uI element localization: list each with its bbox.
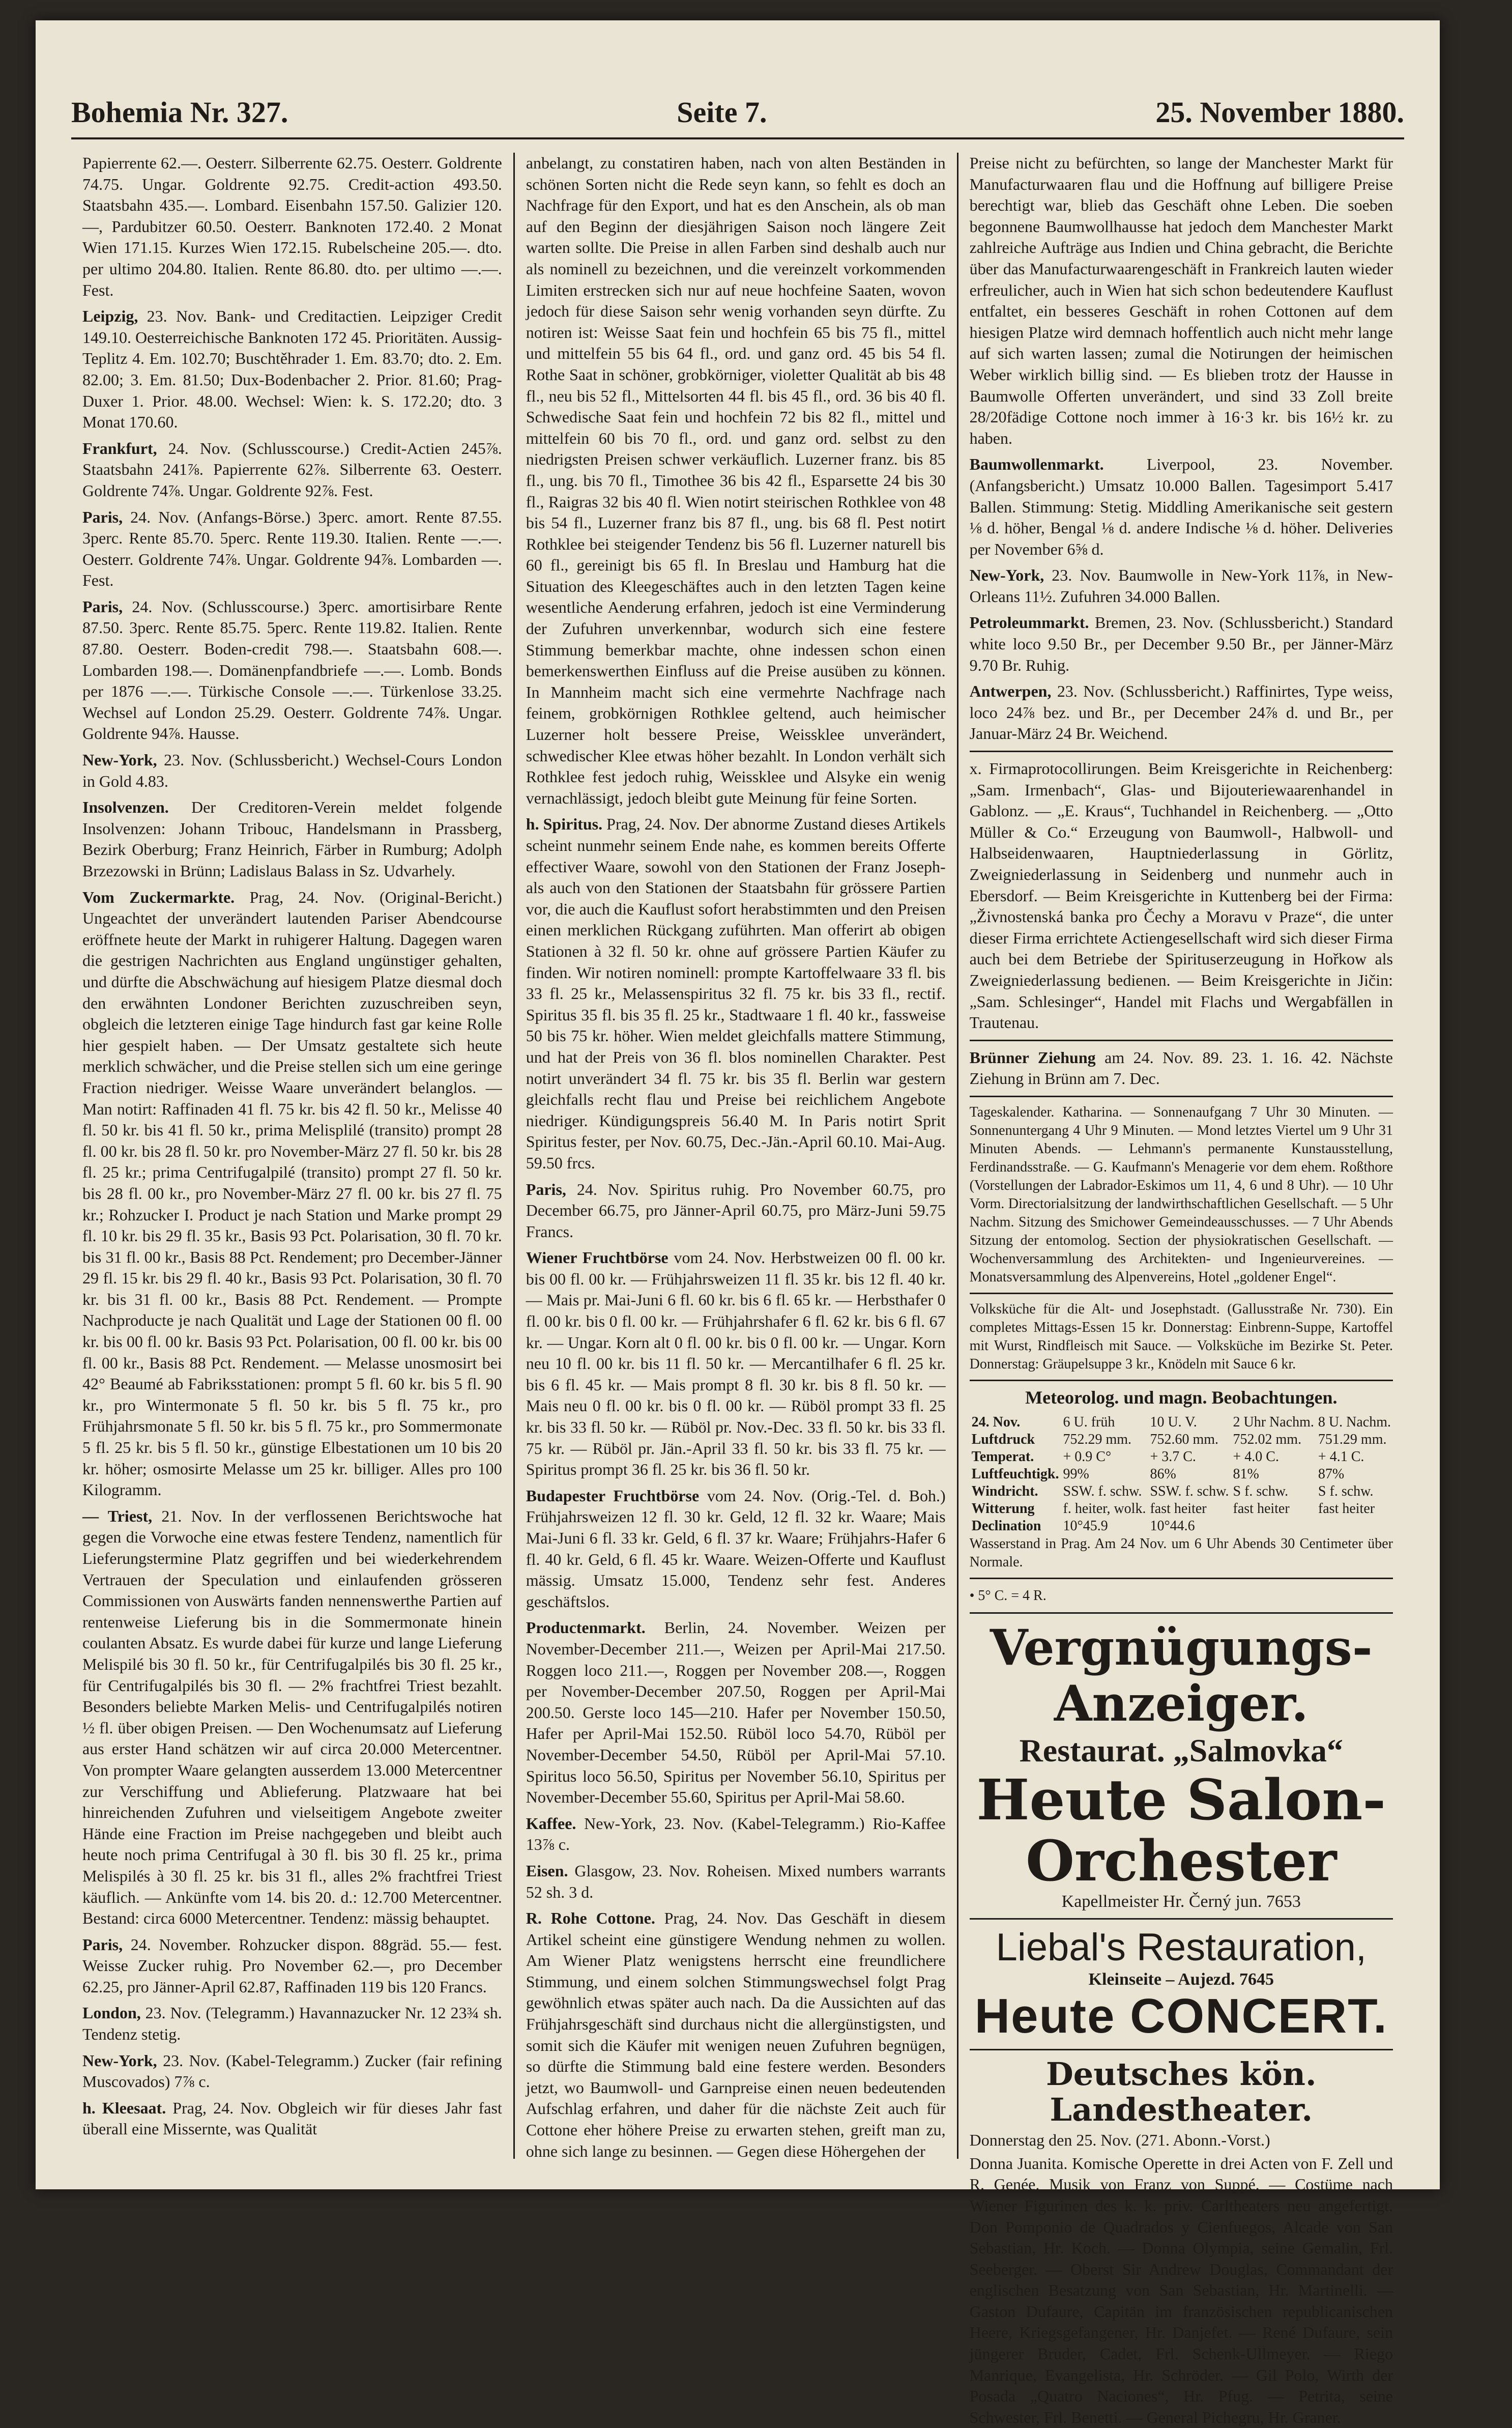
article-paragraph <box>526 814 946 1174</box>
article-keyword: Antwerpen, <box>969 682 1052 701</box>
article-paragraph <box>82 438 502 502</box>
theatre-title: Deutsches kön. Landestheater. <box>1046 2055 1317 2129</box>
divider <box>970 1040 1393 1041</box>
article-text: Prag, 24. Nov. Der abnorme Zustand dieses Artikels scheint nunmehr seinem Ende nahe, es kommen bereits Offerte effectiver Waare, sowohl von den Stationen der Franz Joseph- als auch von den Stationen der Staatsbahn für grössere Partien vor, die auch die Kauflust sofort herabstimmten und den Preisen einen merklichen Rückgang zuführten. Man offerirt ab obigen Stationen à 32 fl. 50 kr. ohne auf grössere Partien Käufer zu finden. Wir notiren nominell: prompte Kartoffelwaare 33 fl. bis 33 fl. 25 kr., Melassenspiritus 32 fl. 75 kr. bis 33 fl., rectif. Spiritus 35 fl. bis 35 fl. 25 kr., Stadtwaare 1 fl. 40 kr., fassweise 50 bis 75 kr. höher. Wien meldet gleichfalls mattere Stimmung, und hat der Preis von 36 fl. blos nominellen Charakter. Pest notirt unverändert 34 fl. 75 kr. bis 35 fl. Berlin war gestern gleichfalls recht flau und Preise bei reichlichem Angebote niedriger. Kündigungspreis 56.40 M. In Paris notirt Sprit Spiritus fester, per Nov. 60.75, Dec.-Jän.-April 60.10. Mai-Aug. 59.50 frcs. <box>526 815 946 1172</box>
article-paragraph <box>970 153 1393 449</box>
header-page-number: Seite 7. <box>677 95 767 129</box>
weather-cell: Luftfeuchtigk. <box>971 1466 1059 1482</box>
article-text: 24. Nov. (Schlusscourse.) Credit-Actien 245⅞. Staatsbahn 241⅞. Papierrente 62⅞. Silberrente 63. Oesterr. Goldrente 74⅞. Ungar. Goldrente 92⅞. Fest. <box>82 439 502 500</box>
weather-cell: 6 U. früh <box>1063 1414 1115 1430</box>
weather-cell: + 0.9 C° <box>1063 1448 1112 1465</box>
article-keyword: London, <box>82 2004 141 2022</box>
restaurant-salmovka: Restaurat. „Salmovka“ <box>1019 1732 1344 1769</box>
article-keyword: R. Rohe Cottone. <box>526 1909 655 1928</box>
weather-cell: f. heiter, wolk. <box>1063 1500 1146 1517</box>
weather-cell: 81% <box>1233 1466 1259 1482</box>
conductor-line: Kapellmeister Hr. Černý jun. 7653 <box>1061 1892 1301 1911</box>
article-text: 23. Nov. Bank- und Creditactien. Leipziger Credit 149.10. Oesterreichische Banknoten 172 45. Prioritäten. Aussig-Teplitz 4. Em. 102.70; Buschtěhrader 1. Em. 83.70; dto. 2. Em. 82.00; 3. Em. 81.50; Dux-Bodenbacher 2. Prior. 81.60; Prag-Duxer 1. Prior. 48.00. Wechsel: Wien: k. S. 172.20; dto. 3 Monat 170.60. <box>82 307 502 432</box>
water-level: Wasserstand in Prag. Am 24 Nov. um 6 Uhr Abends 30 Centimeter über Normale. <box>969 1535 1393 1570</box>
column-2 <box>513 153 957 2159</box>
article-text: 23. Nov. Baumwolle in New-York 11⅞, in New-Orleans 11½. Zufuhren 34.000 Ballen. <box>969 566 1393 606</box>
article-paragraph <box>970 454 1393 560</box>
weather-cell: 87% <box>1318 1466 1345 1482</box>
article-keyword: Insolvenzen. <box>82 798 169 817</box>
weather-cell: Luftdruck <box>971 1431 1035 1447</box>
article-keyword: Budapester Fruchtbörse <box>526 1486 700 1505</box>
weather-cell: 752.60 mm. <box>1150 1431 1219 1447</box>
weather-cell: SSW. f. schw. <box>1150 1483 1229 1499</box>
meteo-title: Meteorolog. und magn. Beobachtungen. <box>1025 1387 1337 1408</box>
article-text: 23. Nov. (Schlussbericht.) Raffinirtes, Type weiss, loco 24⅞ bez. und Br., per December 24⅞ d. und Br., per Januar-März 24 Br. Weichend. <box>969 682 1393 743</box>
article-paragraph <box>82 887 502 1501</box>
article-text: Glasgow, 23. Nov. Roheisen. Mixed numbers warrants 52 sh. 3 d. <box>526 1861 946 1901</box>
article-keyword: New-York, <box>82 751 157 769</box>
divider <box>970 1918 1393 1920</box>
weather-cell: 86% <box>1150 1466 1176 1482</box>
article-paragraph <box>526 1179 946 1243</box>
column-3-market-reports <box>970 153 1393 745</box>
article-text: Bremen, 23. Nov. (Schlussbericht.) Standard white loco 9.50 Br., per December 9.50 Br., per Jänner-März 9.70 Br. Ruhig. <box>969 613 1393 674</box>
weather-cell: S f. schw. <box>1318 1483 1374 1499</box>
weather-cell: + 4.1 C. <box>1318 1448 1364 1465</box>
soup-kitchen-notice: Volksküche für die Alt- und Josephstadt. (Gallusstraße Nr. 730). Ein completes Mittags-Essen 15 kr. Donnerstag: Einbrenn-Suppe, Kartoffel mit Wurst, Rindfleisch mit Sauce. — Volksküche im Bezirke St. Peter. Donnerstag: Gräupelsuppe 3 kr., Knödeln mit Sauce 6 kr. <box>969 1301 1393 1372</box>
article-paragraph <box>82 2003 502 2045</box>
article-text: Der Creditoren-Verein meldet folgende Insolvenzen: Johann Tribouc, Handelsmann in Prassberg, Bezirk Oberburg; Franz Heinrich, Färber in Rumburg; Adolph Brzezowski in Brünn; Ladislaus Balass in Sz. Udvarhely. <box>82 798 502 880</box>
weather-cell: 2 Uhr Nachm. <box>1233 1414 1314 1430</box>
weather-cell: Windricht. <box>971 1483 1038 1499</box>
article-text: Prag, 24. Nov. Obgleich wir für dieses Jahr fast überall eine Missernte, was Qualität <box>82 2098 502 2138</box>
weather-cell: fast heiter <box>1233 1500 1290 1517</box>
article-text: Berlin, 24. November. Weizen per November-December 211.—, Weizen per April-Mai 217.50. Roggen loco 211.—, Roggen per November 208.—, Roggen per November-December 207.50, Roggen per April-Mai 200.50. Gerste loco 145—210. Hafer per November 150.50, Hafer per April-Mai 152.50. Rüböl loco 54.70, Rüböl per November-December 54.50, Rüböl per April-Mai 57.10. Spiritus loco 56.50, Spiritus per November 56.10, Spiritus per November-December 55.60, Spiritus per April-Mai 58.60. <box>526 1618 946 1807</box>
weather-cell: 24. Nov. <box>971 1414 1021 1430</box>
weather-cell <box>1231 1518 1316 1535</box>
article-text: 24. Nov. Spiritus ruhig. Pro November 60.75, pro December 66.75, pro Jänner-April 60.75, pro März-Juni 59.75 Francs. <box>526 1180 946 1241</box>
article-keyword: Productenmarkt. <box>526 1618 646 1637</box>
article-keyword: Paris, <box>82 507 123 526</box>
article-paragraph <box>970 681 1393 745</box>
weather-table <box>970 1414 1393 1535</box>
weather-cell: fast heiter <box>1150 1500 1207 1517</box>
weather-row <box>970 1431 1393 1448</box>
article-text: 23. Nov. (Telegramm.) Havannazucker Nr. 12 23¾ sh. Tendenz stetig. <box>82 2004 502 2044</box>
article-keyword: Eisen. <box>526 1861 568 1880</box>
liebal-location: Kleinseite – Aujezd. 7645 <box>1088 1970 1274 1989</box>
salon-orchestra-ad: Heute Salon-Orchester <box>976 1767 1386 1894</box>
article-paragraph <box>82 306 502 433</box>
theatre-programme: Donna Juanita. Komische Operette in drei Acten von F. Zell und R. Genée. Musik von Franz von Suppé. — Costüme nach Wiener Figurinen des k. k. priv. Carltheaters neu angefertigt. Don Pomponio de Quadrados y Cienfuegos, Alcade von San Sebastian, Hr. Koch. — Donna Olympia, seine Gemalin, Frl. Seeberger. — Oberst Sir Andrew Douglas, Commandant der englischen Besatzung von San Sebastian, Hr. Martinelli. — Gaston Dufaure, Capitän im französischen republicanischen Heere, Kriegsgefangener, Hr. Danjefet. — René Dufaure, sein jüngerer Bruder, Cadet, Frl. Schenk-Ullmeyer. — Riego Manrique, Evangelista, Hr. Schröder. — Gil Polo, Wirth der Posada „Quatro Naciones“, Hr. Pfug. — Petrita, seine Schwester, Frl. Benetti. — General Pichegru, Hr. Graner. <box>969 2154 1393 2426</box>
day-calendar: Tageskalender. Katharina. — Sonnenaufgang 7 Uhr 30 Minuten. — Sonnenuntergang 4 Uhr 9 Minuten. — Mond letztes Viertel um 9 Uhr 31 Minuten Abends. — Lehmann's permanente Kunstausstellung, Ferdinandsstraße. — G. Kaufmann's Menagerie vor dem ehem. Roßthore (Vorstellungen der Labrador-Eskimos um 11, 4, 6 und 8 Uhr). — 10 Uhr Vorm. Directorialsitzung der landwirthschaftlichen Gesellschaft. — 5 Uhr Nachm. Sitzung des Smichower Gemeindeausschusses. — 7 Uhr Abends Sitzung der entomolog. Section der physiokratischen Gesellschaft. — Wochenversammlung des Architekten- und Ingenieurvereines. — Monatsversammlung des Alpenvereins, Hotel „goldener Engel“. <box>969 1104 1393 1285</box>
weather-cell: Declination <box>971 1518 1041 1534</box>
article-keyword: Petroleummarkt. <box>969 613 1089 632</box>
weather-cell: fast heiter <box>1318 1500 1375 1517</box>
newspaper-page <box>36 20 1440 2426</box>
article-text: 24. Nov. (Schlusscourse.) 3perc. amortisirbare Rente 87.50. 3perc. Rente 85.75. 5perc. Rente 119.82. Italien. Rente 87.80. Oesterr. Boden-credit 798.—. Staatsbahn 608.—. Lombarden 198.—. Domänenpfandbriefe —.—. Lomb. Bonds per 1876 —.—. Türkische Console —.—. Türkenlose 33.25. Wechsel auf London 25.29. Oesterr. Goldrente 74⅞. Ungar. Goldrente 94⅞. Hausse. <box>82 597 502 743</box>
weather-cell: 10 U. V. <box>1150 1414 1197 1430</box>
weather-row <box>970 1500 1393 1518</box>
weather-cell: + 3.7 C. <box>1150 1448 1196 1465</box>
article-paragraph <box>82 507 502 591</box>
divider <box>970 751 1393 752</box>
article-paragraph <box>526 1813 946 1855</box>
firmen-notice: x. Firmaprotocollirungen. Beim Kreisgerichte in Reichenberg: „Sam. Irmenbach“, Glas- und Bijouteriewaarenhandel in Gablonz. — „E. Kraus“, Tuchhandel in Reichenberg. — „Otto Müller & Co.“ Erzeugung von Baumwoll-, Halbwoll- und Halbseidenwaaren, Hauptniederlassung in Görlitz, Zweigniederlassung in Seidenberg und nunmehr auch in Ebersdorf. — Beim Kreisgerichte in Kuttenberg bei der Firma: „Živnostenská banka pro Čechy a Moravu v Praze“, die unter dieser Firma errichtete Actiengesellschaft wird sich dieser Firma auch bei dem Betriebe der Spirituserzeugung in Hořkow als Zweigniederlassung bedienen. — Beim Kreisgerichte in Jičin: „Sam. Schlesinger“, Handel mit Flachs und Wergabfällen in Trautenau. <box>969 759 1393 1032</box>
article-text: New-York, 23. Nov. (Kabel-Telegramm.) Rio-Kaffee 13⅞ c. <box>526 1814 946 1854</box>
article-keyword: Vom Zuckermarkte. <box>82 888 235 906</box>
article-paragraph <box>82 750 502 792</box>
entertainment-header: Vergnügungs-Anzeiger. <box>990 1619 1373 1733</box>
divider <box>970 2049 1393 2050</box>
page-header <box>71 87 1404 139</box>
article-paragraph <box>82 1506 502 1929</box>
article-paragraph <box>526 153 946 809</box>
weather-cell: Temperat. <box>971 1448 1034 1465</box>
article-keyword: Baumwollenmarkt. <box>969 455 1104 474</box>
article-keyword: Paris, <box>526 1180 566 1198</box>
weather-cell: 99% <box>1063 1466 1089 1482</box>
theatre-date: Donnerstag den 25. Nov. (271. Abonn.-Vorst.) <box>969 2131 1270 2150</box>
article-paragraph <box>526 1486 946 1613</box>
liebal-restaurant: Liebal's Restauration, <box>996 1926 1367 1969</box>
concert-ad: Heute CONCERT. <box>974 1989 1388 2044</box>
article-keyword: Leipzig, <box>82 307 138 326</box>
header-title: Bohemia Nr. 327. <box>71 95 288 129</box>
article-text: Liverpool, 23. November. (Anfangsbericht.) Umsatz 10.000 Ballen. Tagesimport 5.417 Ballen. Stimmung: Stetig. Middling Amerikanische seit gestern ⅛ d. höher, Bengal ⅛ d. andere Indische ⅛ d. höher. Deliveries per November 6⅝ d. <box>969 455 1393 558</box>
article-text: 23. Nov. (Kabel-Telegramm.) Zucker (fair refining Muscovados) 7⅞ c. <box>82 2051 502 2091</box>
weather-cell <box>1316 1518 1393 1535</box>
article-keyword: h. Spiritus. <box>526 815 603 834</box>
article-paragraph <box>526 1617 946 1808</box>
weather-cell: + 4.0 C. <box>1233 1448 1279 1465</box>
article-text: Papierrente 62.—. Oesterr. Silberrente 62.75. Oesterr. Goldrente 74.75. Ungar. Goldrente 92.75. Credit-action 493.50. Staatsbahn 435.—. Lombard. Eisenbahn 157.50. Galizier 120.—, Pardubitzer 60.50. Oesterr. Banknoten 172.40. 2 Monat Wien 171.15. Kurzes Wien 172.15. Rubelscheine 205.—. dto. per ultimo 204.80. Italien. Rente 86.80. dto. per ultimo —.—. Fest. <box>82 154 502 299</box>
lottery-title: Brünner Ziehung <box>969 1048 1096 1067</box>
header-date: 25. November 1880. <box>1155 95 1404 129</box>
article-keyword: — Triest, <box>82 1506 153 1525</box>
weather-cell: 10°45.9 <box>1063 1518 1108 1534</box>
article-text: Prag, 24. Nov. (Original-Bericht.) Ungeachtet der unverändert lautenden Pariser Abendcourse eröffnete heute der Markt in ruhigerer Haltung. Dagegen waren die gestrigen Nachrichten aus England ungünstiger gehalten, und dürfte die Abschwächung auf hiesigem Platze diesmal doch den erwähnten Londoner Berichten zuzuschreiben seyn, obgleich die letzteren einige Tage hindurch fast gar keine Rolle hier gespielt haben. — Der Umsatz gestaltete sich heute merklich schwächer, und die Preise stellen sich um eine geringe Fraction niedriger. Weisse Waare unverändert belanglos. — Man notirt: Raffinaden 41 fl. 75 kr. bis 42 fl. 50 kr., Melisse 40 fl. 50 kr. bis 41 fl. 50 kr., prima Melisplilé (transito) prompt 28 fl. 00 kr. bis 28 fl. 50 kr. pro November-März 27 fl. 50 kr. bis 28 fl. 25 kr.; prima Centrifugalpilé (transito) prompt 27 fl. 50 kr. bis 28 fl. 00 kr., pro November-März 27 fl. 00 kr. bis 27 fl. 75 kr.; Rohzucker I. Product je nach Station und Marke prompt 29 fl. 10 kr. bis 29 fl. 35 kr., Basis 93 Pct. Polarisation, 30 fl. 70 kr. bis 31 fl. 00 kr., Basis 88 Pct. Rendement; pro December-Jänner 29 fl. 15 kr. bis 29 fl. 40 kr., Basis 93 Pct. Polarisation, 30 fl. 70 kr. bis 31 fl. 00 kr., Basis 88 Pct. Rendement. — Prompte Nachproducte je nach Qualität und Lage der Stationen 00 fl. 00 kr. bis 00 fl. 00 kr. Basis 93 Pct. Polarisation, 00 fl. 00 kr. bis 00 fl. 00 kr., Basis 88 Pct. Rendement. — Melasse unosmosirt bei 42° Beaumé ab Fabriksstationen: prompt 5 fl. 60 kr. bis 5 fl. 90 kr., pro Wintermonate 5 fl. 50 kr. bis 5 fl. 75 kr., pro Frühjahrsmonate 5 fl. 50 kr. bis 5 fl. 75 kr., pro Sommermonate 5 fl. 25 kr. bis 5 fl. 50 kr., günstige Elbestationen um 10 bis 20 kr. höher; osmosirte Melasse um 25 kr. billiger. Alles pro 100 Kilogramm. <box>82 888 502 1499</box>
lottery-text: am 24. Nov. 89. 23. 1. 16. 42. Nächste Ziehung in Brünn am 7. Dec. <box>969 1048 1393 1088</box>
divider <box>970 1578 1393 1579</box>
article-keyword: Frankfurt, <box>82 439 157 458</box>
weather-row <box>970 1518 1393 1535</box>
weather-cell: 8 U. Nachm. <box>1318 1414 1391 1430</box>
article-text: 24. November. Rohzucker dispon. 88gräd. 55.— fest. Weisse Zucker ruhig. Pro November 62.—, pro December 62.25, pro Jänner-April 62.87, Raffinaden 119 bis 120 Francs. <box>82 1935 502 1996</box>
article-paragraph <box>82 1934 502 1998</box>
divider <box>970 1380 1393 1381</box>
article-keyword: Kaffee. <box>526 1814 576 1833</box>
article-paragraph <box>82 2050 502 2093</box>
column-1 <box>71 153 513 2159</box>
column-3 <box>957 153 1404 2426</box>
article-text: 21. Nov. In der verflossenen Berichtswoche hat gegen die Vorwoche eine etwas festere Tendenz, namentlich für Lieferungstermine Platz gegriffen und bei wiederkehrendem Vertrauen der Speculation und einlaufenden grösseren Commissionen von Auswärts fanden nennenswerthe Partien auf rentenweise Lieferung bis in die Sommermonate hinein coulanten Absatz. Es wurde dabei für kurze und lange Lieferung Melispilé bis 30 fl. 50 kr., für Centrifugalpilés bis 30 fl. 25 kr., für Centrifugalpilés bis 30 fl. — 2% frachtfrei Triest bezahlt. Besonders beliebte Marken Melis- und Centrifugalpilés notiren ½ fl. über obigen Preisen. — Den Wochenumsatz auf Lieferung aus erster Hand schätzen wir auf circa 20.000 Metercentner. Von prompter Waare gelangten ausserdem 13.000 Metercentner zur Verschiffung und Ablieferung. Platzwaare hat bei hinreichenden Zufuhren und vielseitigem Angebote zweiter Hände eine Fraction im Preise nachgegeben und bleibt auch heute noch prima Centrifugal à 30 fl. bis 30 fl. 25 kr., prima Melispilés à 30 fl. 25 kr. bis 31 fl., alles 2% frachtfrei Triest käuflich. — Ankünfte vom 14. bis 20. d.: 12.700 Metercentner. Bestand: circa 6000 Metercentner. Tendenz: mässig behauptet. <box>82 1506 502 1928</box>
article-paragraph <box>970 612 1393 676</box>
article-text: Preise nicht zu befürchten, so lange der Manchester Markt für Manufacturwaaren flau und die Hoffnung auf billigere Preise berechtigt war, blieb das Geschäft ohne Leben. Die soeben begonnene Baumwollhausse hat jedoch dem Manchester Markt zahlreiche Aufträge aus Indien und China gebracht, die Berichte über das Manufacturwaarengeschäft in Frankreich lauten wieder erfreulicher, auch in Wien hat sich schon bedeutendere Kauflust entfaltet, ein besseres Geschäft in rohen Cottonen auf dem hiesigen Platze wird demnach hoffentlich auch nicht mehr lange auf sich warten lassen; zumal die Notirungen der heimischen Weber wirklich billig sind. — Es blieben trotz der Hausse in Baumwolle Offerten unverändert, und sind 33 Zoll breite 28/20fädige Cottone noch immer à 16·3 kr. bis 16½ kr. zu haben. <box>969 154 1393 447</box>
article-text: anbelangt, zu constatiren haben, nach von alten Beständen in schönen Sorten nicht die Rede seyn kann, so fehlt es doch an Nachfrage für den Export, und hat es den Anschein, als ob man auf den Beginn der diesjährigen Saison noch längere Zeit warten sollte. Die Preise in allen Farben sind deshalb auch nur als nominell zu bezeichnen, und die vereinzelt vorkommenden Limiten erstrecken sich nur auf neue hochfeine Saaten, wovon jedoch für diese Saison sehr wenig vorhanden seyn dürfte. Zu notiren ist: Weisse Saat fein und hochfein 65 bis 75 fl., mittel und mittelfein 55 bis 64 fl., ord. und ganz ord. 45 bis 54 fl. Rothe Saat in schöner, grobkörniger, violetter Qualität ab bis 48 fl., neu bis 52 fl., Mittelsorten 44 fl. bis 45 fl., ord. 36 bis 40 fl. Schwedische Saat fein und hochfein 72 bis 82 fl., mittel und mittelfein 60 bis 70 fl., ord. und ganz ord. selbst zu den niedrigsten Preisen schwer verkäuflich. Luzerner franz. bis 85 fl., ung. bis 70 fl., Timothee 36 bis 42 fl., Esparsette 24 bis 30 fl., Raigras 32 bis 40 fl. Wien notirt steirischen Rothklee von 48 bis 54 fl., Luzerner franz bis 87 fl., ung. bis 68 fl. Pest notirt Rothklee bei steigender Tendenz bis 56 fl. Luzerner naturell bis 60 fl., gereinigt bis 65 fl. In Breslau und Hamburg hat die Situation des Kleegeschäftes auch in den letzten Tagen keine wesentliche Aenderung erfahren, jedoch ist eine Verminderung der Zufuhren unverkennbar, wodurch sich eine festere Stimmung bemerkbar machte, ohne indessen schon einen bemerkenswerthen Einfluss auf die Preise ausüben zu können. In Mannheim macht sich eine vermehrte Nachfrage nach feinem, grobkörnigen Rothklee geltend, auch heimischer Luzerner holt bessere Preise, Weissklee unverändert, schwedischer Klee etwas höher bezahlt. In London verhält sich Rothklee fest jedoch ruhig, Weissklee und Alsyke ein wenig vernachlässigt, jedoch bleibt gute Meinung für feine Sorten. <box>526 154 946 807</box>
article-keyword: h. Kleesaat. <box>82 2098 166 2117</box>
article-text: 23. Nov. (Schlussbericht.) Wechsel-Cours London in Gold 4.83. <box>82 751 502 790</box>
article-text: vom 24. Nov. Herbstweizen 00 fl. 00 kr. bis 00 fl. 00 kr. — Frühjahrsweizen 11 fl. 35 kr. bis 12 fl. 40 kr. — Mais pr. Mai-Juni 6 fl. 60 kr. bis 6 fl. 65 kr. — Herbsthafer 0 fl. 00 kr. bis 0 fl. 00 kr. — Frühjahrshafer 6 fl. 62 kr. bis 6 fl. 67 kr. — Ungar. Korn alt 0 fl. 00 kr. bis 0 fl. 00 kr. — Ungar. Korn neu 10 fl. 00 kr. bis 11 fl. 50 kr. — Mercantilhafer 6 fl. 25 kr. bis 6 fl. 45 kr. — Mais prompt 8 fl. 30 kr. bis 8 fl. 50 kr. — Mais neu 0 fl. 00 kr. bis 0 fl. 00 kr. — Rüböl prompt 33 fl. 25 kr. bis 33 fl. 50 kr. — Rüböl pr. Nov.-Dec. 33 fl. 50 kr. bis 33 fl. 75 kr. — Rüböl pr. Jän.-April 33 fl. 50 kr. bis 33 fl. 75 kr. — Spiritus prompt 36 fl. 25 kr. bis 36 fl. 50 kr. <box>526 1248 946 1479</box>
divider <box>970 1293 1393 1294</box>
article-text: 24. Nov. (Anfangs-Börse.) 3perc. amort. Rente 87.55. 3perc. Rente 85.70. 5perc. Rente 119.30. Italien. Rente —.—. Oesterr. Goldrente 74⅞. Ungar. Goldrente 94⅞. Lombarden —. Fest. <box>82 507 502 590</box>
article-keyword: New-York, <box>82 2051 157 2070</box>
temperature-note: • 5° C. = 4 R. <box>969 1587 1046 1604</box>
weather-row <box>970 1483 1393 1500</box>
lottery-notice <box>970 1047 1393 1090</box>
weather-cell: SSW. f. schw. <box>1063 1483 1142 1499</box>
article-paragraph <box>526 1247 946 1480</box>
weather-row <box>970 1448 1393 1466</box>
article-paragraph <box>526 1861 946 1903</box>
article-keyword: New-York, <box>969 566 1044 585</box>
article-keyword: Wiener Fruchtbörse <box>526 1248 668 1267</box>
weather-cell: 752.29 mm. <box>1063 1431 1132 1447</box>
article-paragraph <box>970 565 1393 607</box>
weather-cell: 751.29 mm. <box>1318 1431 1387 1447</box>
article-text: vom 24. Nov. (Orig.-Tel. d. Boh.) Frühjahrsweizen 12 fl. 30 kr. Geld, 12 fl. 32 kr. Waare; Mais Mai-Juni 6 fl. 33 kr. Geld, 6 fl. 37 kr. Waare; Frühjahrs-Hafer 6 fl. 40 kr. Geld, 6 fl. 45 kr. Waare. Weizen-Offerte und Kauflust mässig. Umsatz 15.000, Tendenz sehr fest. Anderes geschäftslos. <box>526 1486 946 1611</box>
article-paragraph <box>82 153 502 301</box>
divider <box>970 1096 1393 1097</box>
article-keyword: Paris, <box>82 1935 123 1954</box>
weather-cell: Witterung <box>971 1500 1035 1517</box>
article-paragraph <box>526 1908 946 2162</box>
article-paragraph <box>82 2098 502 2140</box>
divider <box>970 1612 1393 1614</box>
weather-row <box>970 1414 1393 1431</box>
article-keyword: Paris, <box>82 597 123 616</box>
weather-cell: S f. schw. <box>1233 1483 1289 1499</box>
columns <box>71 153 1404 2426</box>
weather-row <box>970 1466 1393 1483</box>
weather-cell: 10°44.6 <box>1150 1518 1195 1534</box>
article-text: Prag, 24. Nov. Das Geschäft in diesem Artikel scheint eine günstigere Wendung nehmen zu wollen. Am Wiener Platz wenigstens herrscht eine freundlichere Stimmung, und einem solchen Stimmungswechsel folgt Prag gewöhnlich etwas später auch nach. Da die Aussichten auf das Frühjahrsgeschäft sind durchaus nicht die allergünstigsten, und somit sich die Käufer mit wenigen neuen Zufuhren begnügen, so dürfte die Stimmung bald eine festere werden. Besonders jetzt, wo Baumwoll- und Garnpreise einen neuen bedeutenden Aufschlag erfahren, und daher für die nächste Zeit auch für Cottone eher höhere Preise zu erwarten stehen, greift man zu, ohne sich lange zu besinnen. — Gegen diese Höhergehen der <box>526 1909 946 2160</box>
article-paragraph <box>82 596 502 745</box>
weather-cell: 752.02 mm. <box>1233 1431 1302 1447</box>
article-paragraph <box>82 797 502 881</box>
